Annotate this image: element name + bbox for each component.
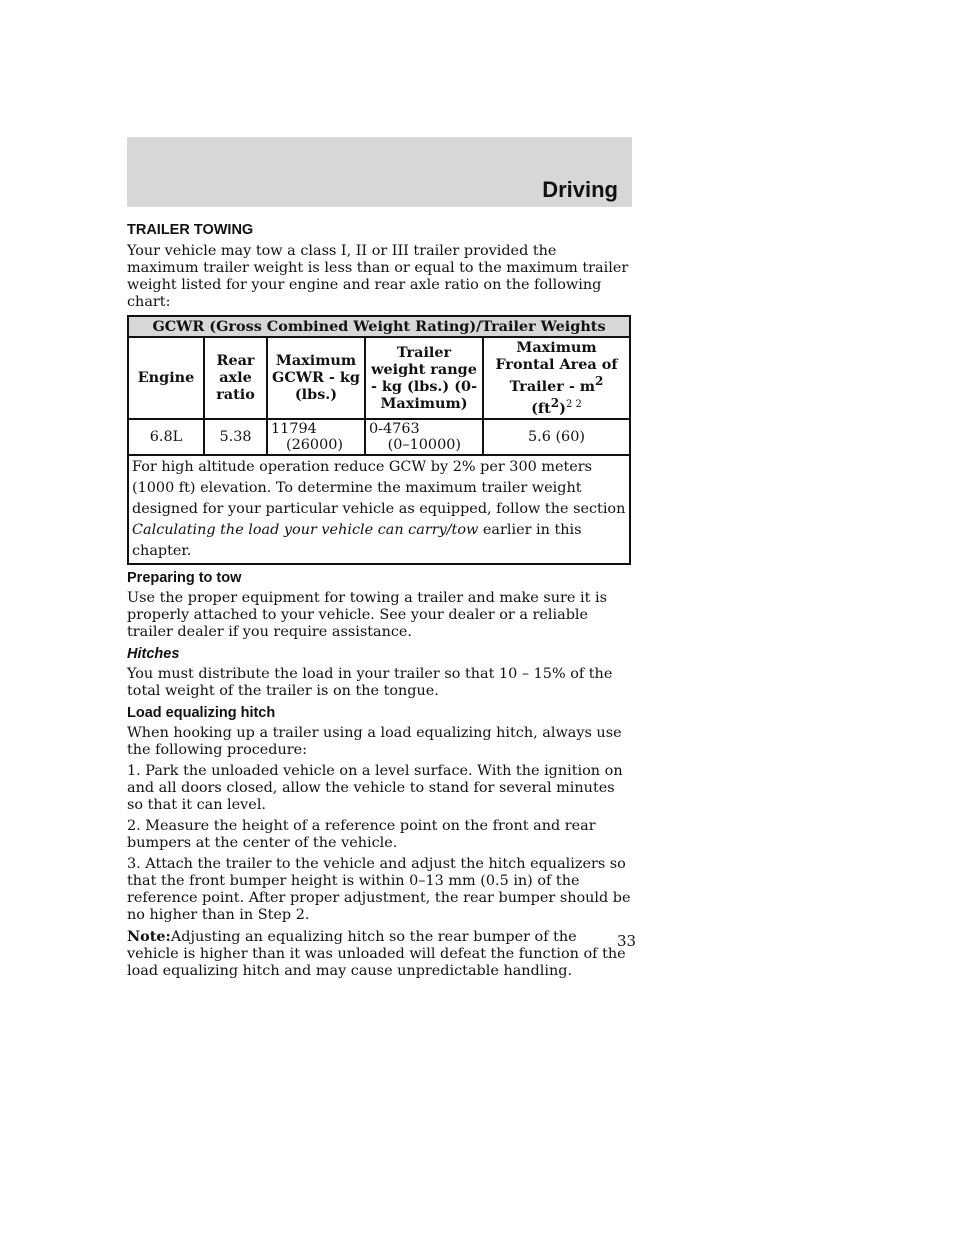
col-frontal-main: Maximum Frontal Area of Trailer - m (495, 339, 618, 395)
col-frontal-ft: (ft (531, 399, 551, 417)
cell-gcwr: 11794 (26000) (267, 419, 365, 455)
chapter-title: Driving (542, 177, 618, 202)
col-frontal-sup: 2 (595, 374, 604, 388)
gcwr-table (127, 315, 631, 565)
step-1: 1. Park the unloaded vehicle on a level surface. With the ignition on and all doors closed, allow the vehicle to stand for several minutes so that it can level. (127, 762, 623, 813)
note-link: Calculating the load your vehicle can carry/tow (132, 521, 479, 538)
preparing-text: Use the proper equipment for towing a trailer and make sure it is properly attached to your vehicle. See your dealer or a reliable trailer dealer if you require assistance. (127, 589, 607, 640)
cell-frontal: 5.6 (60) (483, 419, 630, 455)
note-label: Note: (127, 927, 171, 945)
table-caption: GCWR (Gross Combined Weight Rating)/Trailer Weights (128, 316, 630, 337)
hitches-title: Hitches (127, 645, 180, 662)
cell-axle: 5.38 (204, 419, 267, 455)
load-title: Load equalizing hitch (127, 704, 276, 721)
table-note: For high altitude operation reduce GCW by 2% per 300 meters (1000 ft) elevation. To determine the maximum trailer weight designed for your particular vehicle as equipped, follow the section Calculating the load your vehicle can carry/tow earlier in this chapter. (128, 455, 630, 564)
load-text: When hooking up a trailer using a load equalizing hitch, always use the following procedure: (127, 724, 622, 758)
page-header-band (127, 137, 632, 207)
step-3: 3. Attach the trailer to the vehicle and adjust the hitch equalizers so that the front bumper height is within 0–13 mm (0.5 in) of the reference point. After proper adjustment, the rear bumper should be no higher than in Step 2. (127, 855, 631, 923)
table-row (128, 419, 630, 455)
section-title: TRAILER TOWING (127, 222, 254, 238)
footnote-ref: 2 2 (565, 398, 582, 410)
cell-engine: 6.8L (128, 419, 204, 455)
note-body: Adjusting an equalizing hitch so the rear bumper of the vehicle is higher than it was unloaded will defeat the function of the load equalizing hitch and may cause unpredictable handling. (127, 928, 626, 979)
col-gcwr: Maximum GCWR - kg (lbs.) (267, 337, 365, 419)
page-number: 33 (617, 932, 637, 950)
col-frontal: Maximum Frontal Area of Trailer - $m^2$ $(ft^2)^{2 2}$ (483, 337, 630, 419)
col-axle: Rear axle ratio (204, 337, 267, 419)
col-engine: Engine (128, 337, 204, 419)
note-paragraph (127, 928, 632, 980)
cell-trailer: 0-4763 (0–10000) (365, 419, 483, 455)
page-content (127, 222, 632, 984)
hitches-text: You must distribute the load in your trailer so that 10 – 15% of the total weight of the trailer is on the tongue. (127, 665, 613, 699)
col-trailer: Trailer weight range - kg (lbs.) (0-Maximum) (365, 337, 483, 419)
intro-paragraph: Your vehicle may tow a class I, II or III trailer provided the maximum trailer weight is less than or equal to the maximum trailer weight listed for your engine and rear axle ratio on the following chart: (127, 243, 629, 310)
preparing-title: Preparing to tow (127, 569, 242, 586)
step-2: 2. Measure the height of a reference point on the front and rear bumpers at the center of the vehicle. (127, 817, 596, 851)
